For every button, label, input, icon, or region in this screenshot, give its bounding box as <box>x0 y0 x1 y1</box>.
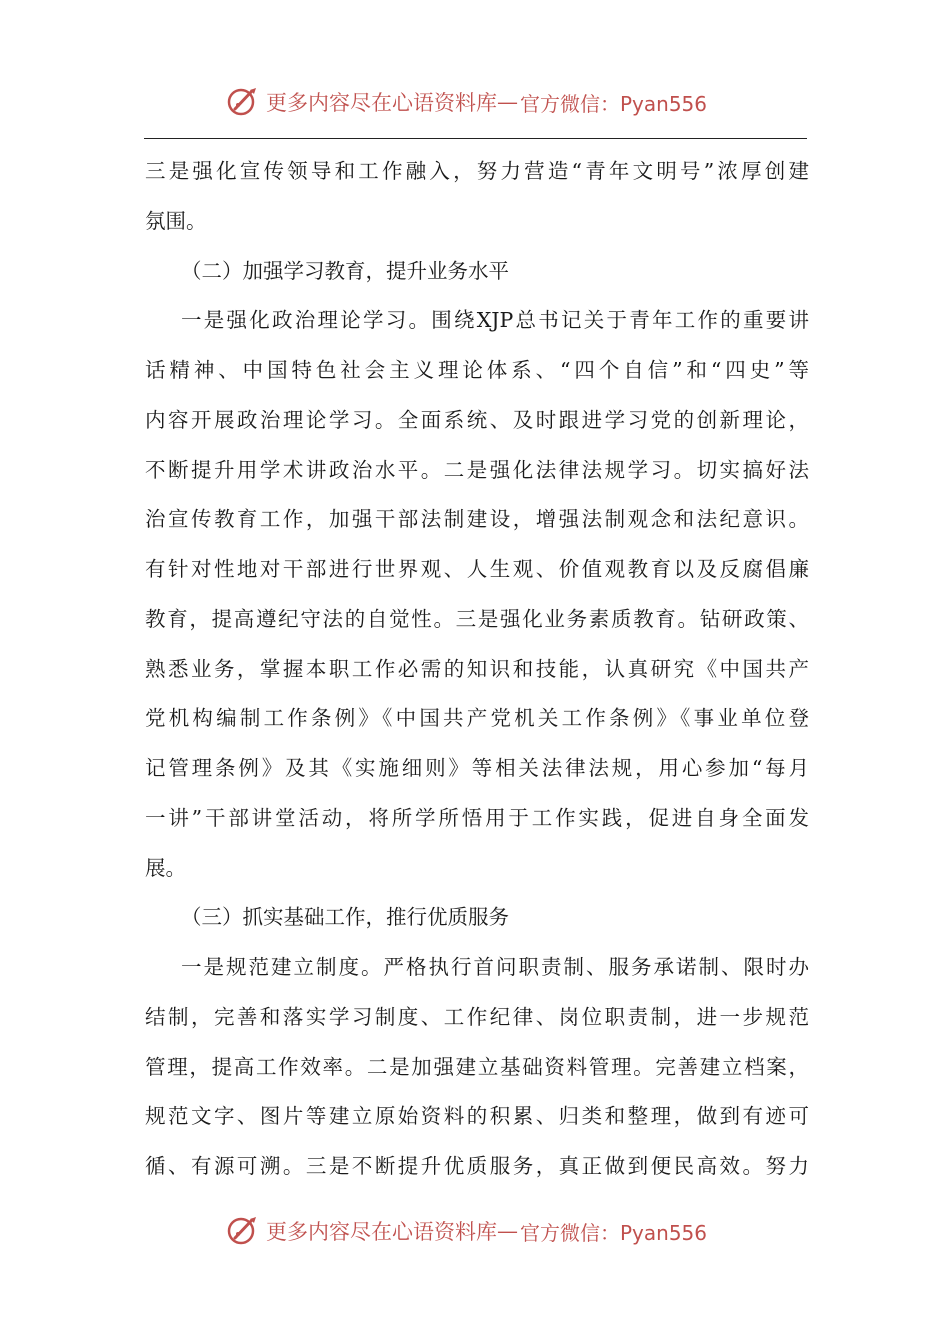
text-line: 治宣传教育工作，加强干部法制建设，增强法制观念和法纪意识。 <box>145 507 809 532</box>
text-line: 记管理条例》及其《实施细则》等相关法律法规，用心参加“每月 <box>145 756 809 780</box>
text-line: 三是强化宣传领导和工作融入，努力营造“青年文明号”浓厚创建 <box>145 159 809 183</box>
header-banner-text: 更多内容尽在心语资料库 <box>266 91 497 115</box>
quill-logo-icon <box>226 1214 260 1248</box>
footer-banner <box>226 1211 707 1251</box>
text-line: 内容开展政治理论学习。全面系统、及时跟进学习党的创新理论， <box>145 407 809 432</box>
text-line: 一讲”干部讲堂活动，将所学所悟用于工作实践，促进自身全面发 <box>145 805 809 830</box>
text-line: 循、有源可溯。三是不断提升优质服务，真正做到便民高效。努力 <box>145 1154 809 1178</box>
section-heading: （二）加强学习教育，提升业务水平 <box>181 258 509 283</box>
header-banner-separator: — <box>497 90 518 114</box>
footer-banner-wechat: 官方微信：Pyan556 <box>520 1220 708 1245</box>
footer-banner-text: 更多内容尽在心语资料库 <box>266 1220 497 1244</box>
quill-logo-icon <box>226 85 260 119</box>
text-line: 话精神、中国特色社会主义理论体系、“四个自信”和“四史”等 <box>145 358 809 382</box>
text-line: 教育，提高遵纪守法的自觉性。三是强化业务素质教育。钻研政策、 <box>145 606 809 631</box>
text-line: 熟悉业务，掌握本职工作必需的知识和技能，认真研究《中国共产 <box>145 656 809 681</box>
section-heading: （三）抓实基础工作，推行优质服务 <box>181 905 509 930</box>
text-line: 有针对性地对干部进行世界观、人生观、价值观教育以及反腐倡廉 <box>145 557 809 581</box>
header-rule <box>144 138 807 139</box>
header-banner-wechat: 官方微信：Pyan556 <box>520 91 708 116</box>
text-line: 党机构编制工作条例》《中国共产党机关工作条例》《事业单位登 <box>145 706 809 731</box>
text-line: 氛围。 <box>145 208 207 233</box>
header-banner <box>226 82 707 122</box>
text-line: 一是规范建立制度。严格执行首问职责制、服务承诺制、限时办 <box>181 955 809 979</box>
text-line: 一是强化政治理论学习。围绕XJP总书记关于青年工作的重要讲 <box>181 308 809 333</box>
text-line: 规范文字、图片等建立原始资料的积累、归类和整理，做到有迹可 <box>145 1104 809 1129</box>
text-line: 不断提升用学术讲政治水平。二是强化法律法规学习。切实搞好法 <box>145 457 809 482</box>
document-body <box>145 147 809 1192</box>
text-line: 管理，提高工作效率。二是加强建立基础资料管理。完善建立档案， <box>145 1054 809 1079</box>
footer-banner-separator: — <box>497 1219 518 1243</box>
text-line: 结制，完善和落实学习制度、工作纪律、岗位职责制，进一步规范 <box>145 1004 809 1029</box>
text-line: 展。 <box>145 855 186 880</box>
